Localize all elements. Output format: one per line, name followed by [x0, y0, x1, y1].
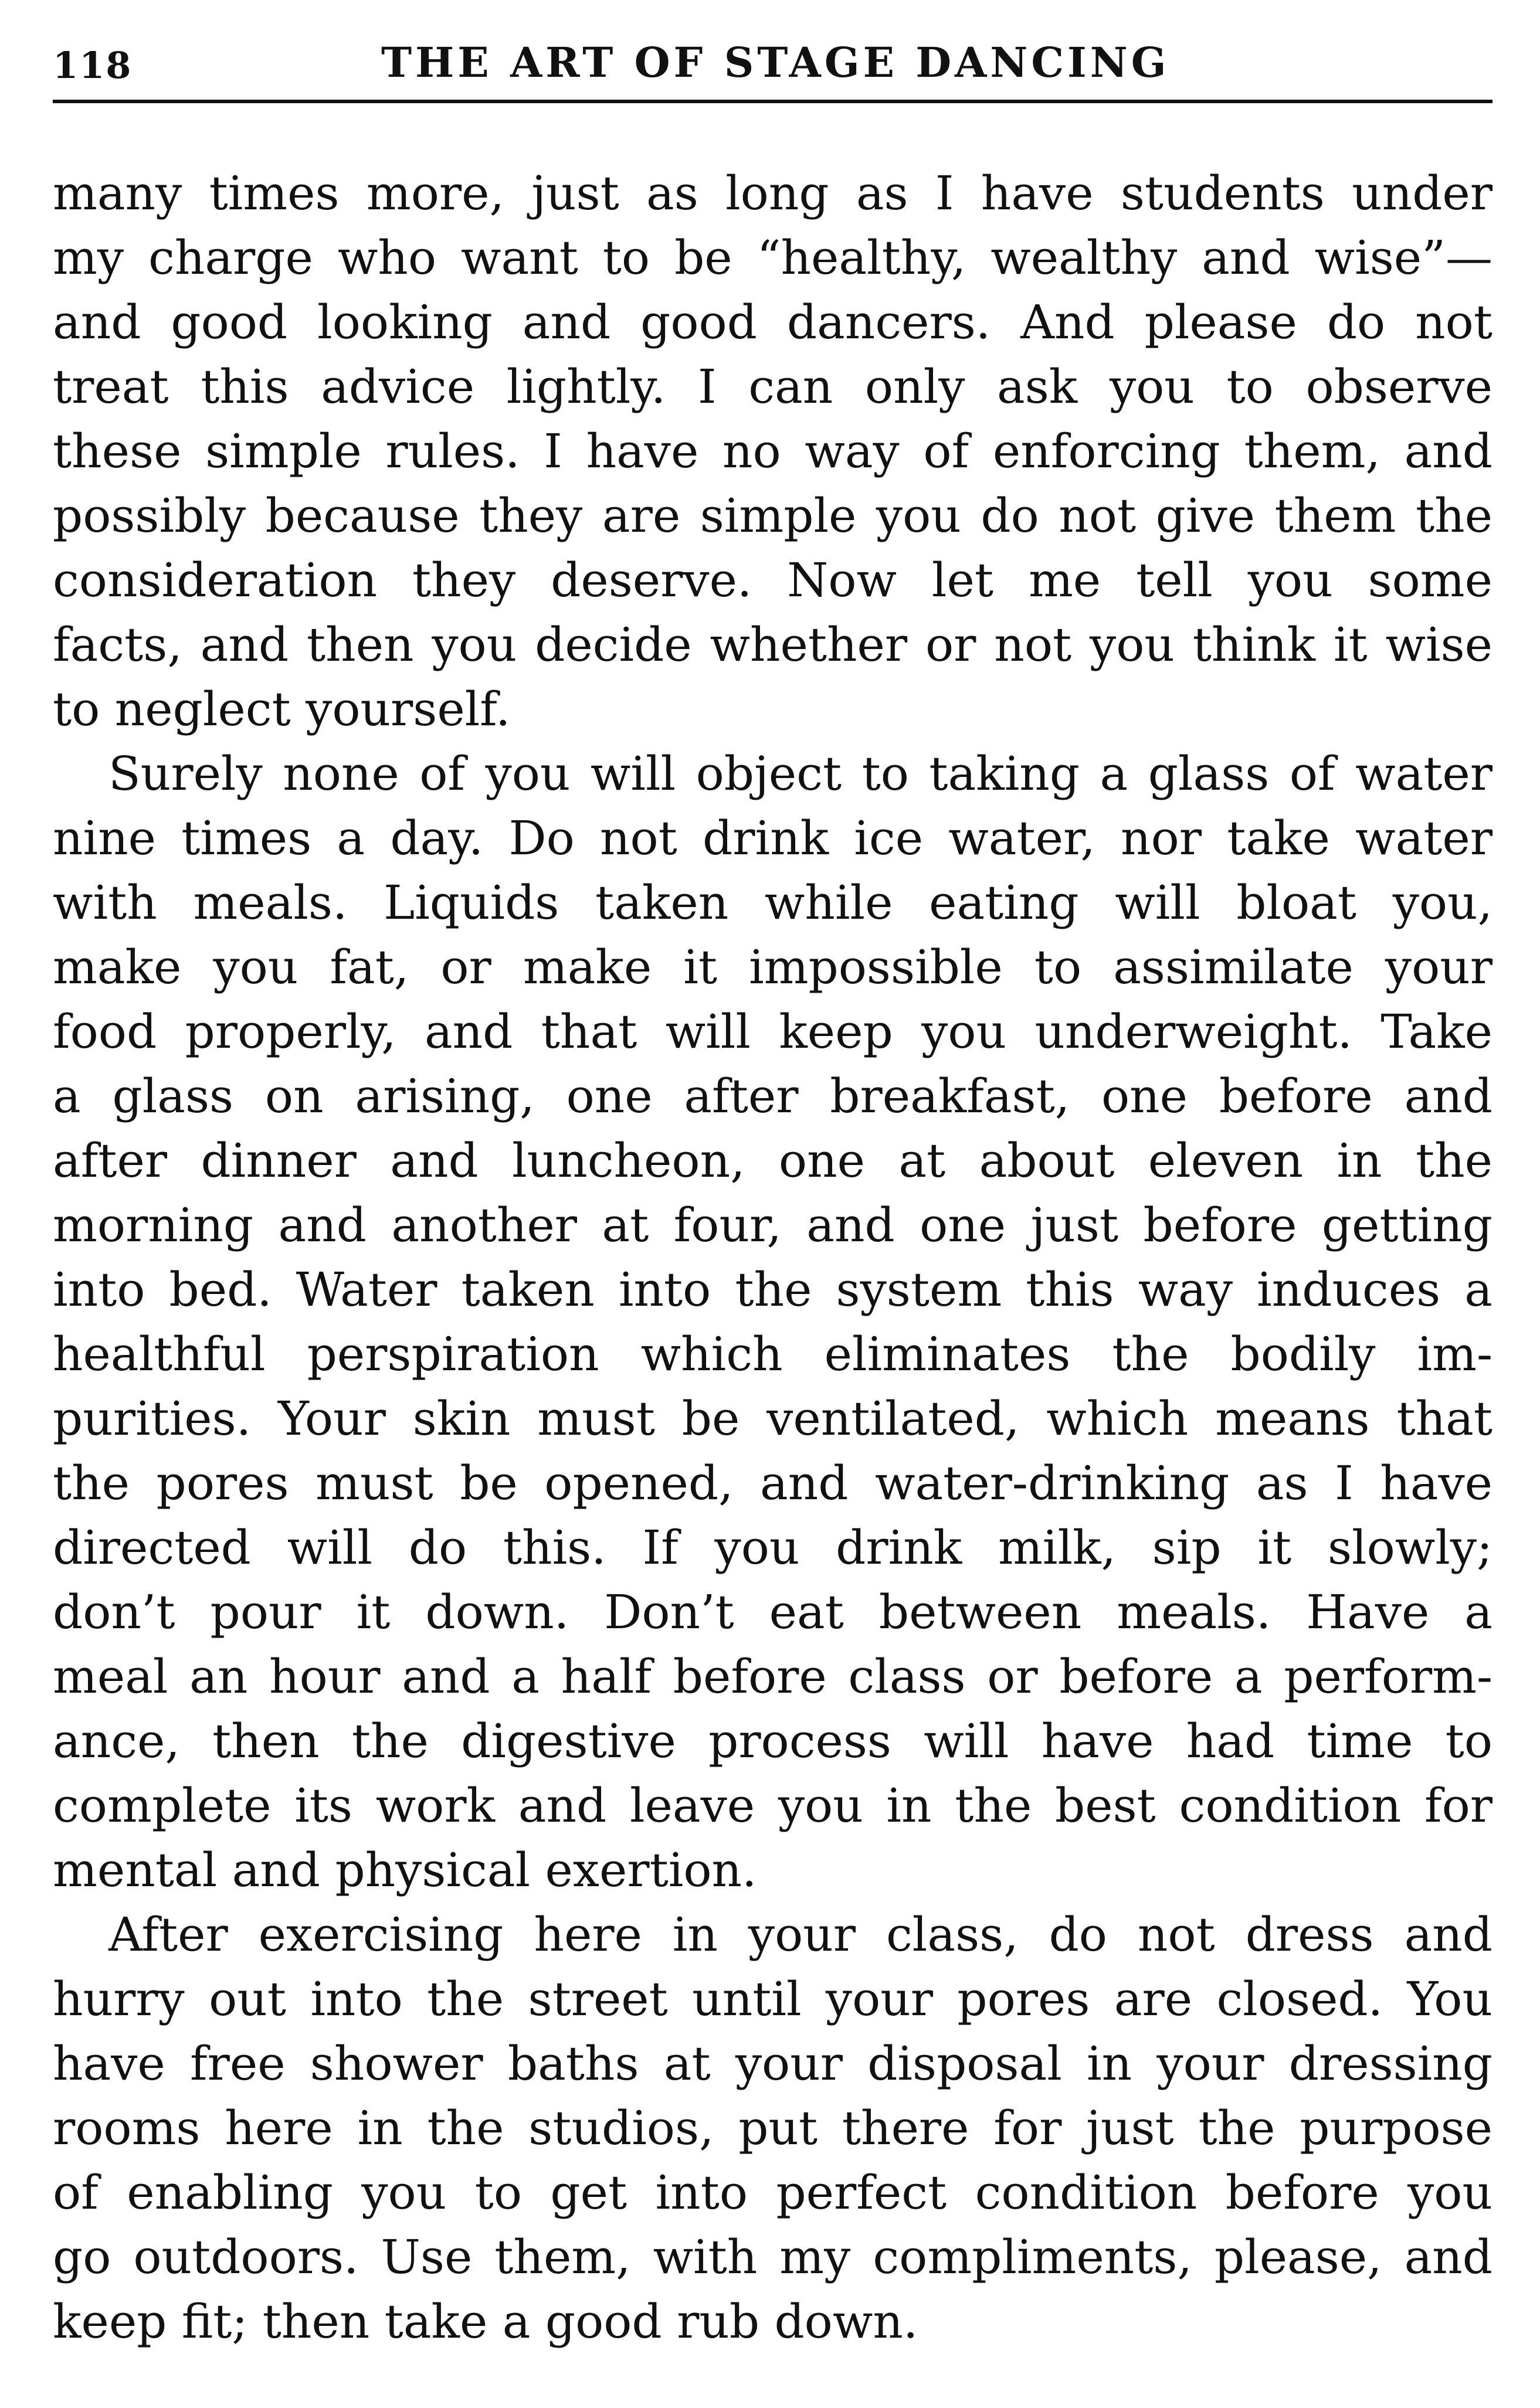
text-line: hurry out into the street until your pores are closed. You [53, 1972, 1492, 2026]
text-line: ance, then the digestive process will have had time to [53, 1714, 1492, 1768]
text-line: consideration they deserve. Now let me tell you some [53, 553, 1492, 607]
text-line: after dinner and luncheon, one at about eleven in the [53, 1133, 1492, 1188]
text-line: healthful perspiration which eliminates the bodily im- [53, 1327, 1492, 1381]
text-line: many times more, just as long as I have students under [53, 166, 1492, 220]
text-line: morning and another at four, and one just before getting [53, 1198, 1492, 1252]
text-line: to neglect yourself. [53, 682, 511, 736]
page-header [53, 32, 1492, 97]
text-line: nine times a day. Do not drink ice water, nor take water [53, 811, 1492, 865]
paragraph [53, 161, 1492, 742]
paragraph [53, 742, 1492, 1903]
text-line: meal an hour and a half before class or before a perform- [53, 1649, 1492, 1704]
page-number: 118 [53, 44, 133, 87]
body-text [53, 161, 1492, 2354]
text-line: keep fit; then take a good rub down. [53, 2294, 918, 2349]
text-line: don’t pour it down. Don’t eat between meals. Have a [53, 1585, 1492, 1639]
text-line: make you fat, or make it impossible to assimilate your [53, 940, 1492, 994]
text-line: these simple rules. I have no way of enforcing them, and [53, 424, 1492, 478]
text-line: into bed. Water taken into the system this way induces a [53, 1262, 1492, 1317]
text-line: directed will do this. If you drink milk, sip it slowly; [53, 1520, 1492, 1575]
running-title: THE ART OF STAGE DANCING [381, 38, 1170, 87]
header-rule [53, 100, 1492, 103]
text-line: treat this advice lightly. I can only ask you to observe [53, 359, 1492, 414]
text-line: food properly, and that will keep you underweight. Take [53, 1004, 1492, 1059]
text-line: of enabling you to get into perfect condition before you [53, 2165, 1492, 2220]
text-line: facts, and then you decide whether or not you think it wise [53, 617, 1492, 672]
text-line: have free shower baths at your disposal in your dressing [53, 2036, 1492, 2091]
text-line: and good looking and good dancers. And please do not [53, 295, 1492, 349]
text-line: complete its work and leave you in the best condition for [53, 1778, 1492, 1833]
text-line: possibly because they are simple you do not give them the [53, 488, 1492, 543]
text-line: After exercising here in your class, do not dress and [108, 1907, 1492, 1962]
text-line: with meals. Liquids taken while eating will bloat you, [53, 875, 1492, 930]
text-line: mental and physical exertion. [53, 1843, 757, 1897]
text-line: my charge who want to be “healthy, wealthy and wise”— [53, 230, 1492, 285]
text-line: rooms here in the studios, put there for just the purpose [53, 2101, 1492, 2155]
text-line: Surely none of you will object to taking a glass of water [108, 746, 1492, 801]
text-line: go outdoors. Use them, with my compliments, please, and [53, 2230, 1492, 2284]
paragraph [53, 1903, 1492, 2354]
text-line: purities. Your skin must be ventilated, which means that [53, 1391, 1492, 1446]
text-line: the pores must be opened, and water-drinking as I have [53, 1456, 1492, 1510]
text-line: a glass on arising, one after breakfast, one before and [53, 1069, 1492, 1123]
